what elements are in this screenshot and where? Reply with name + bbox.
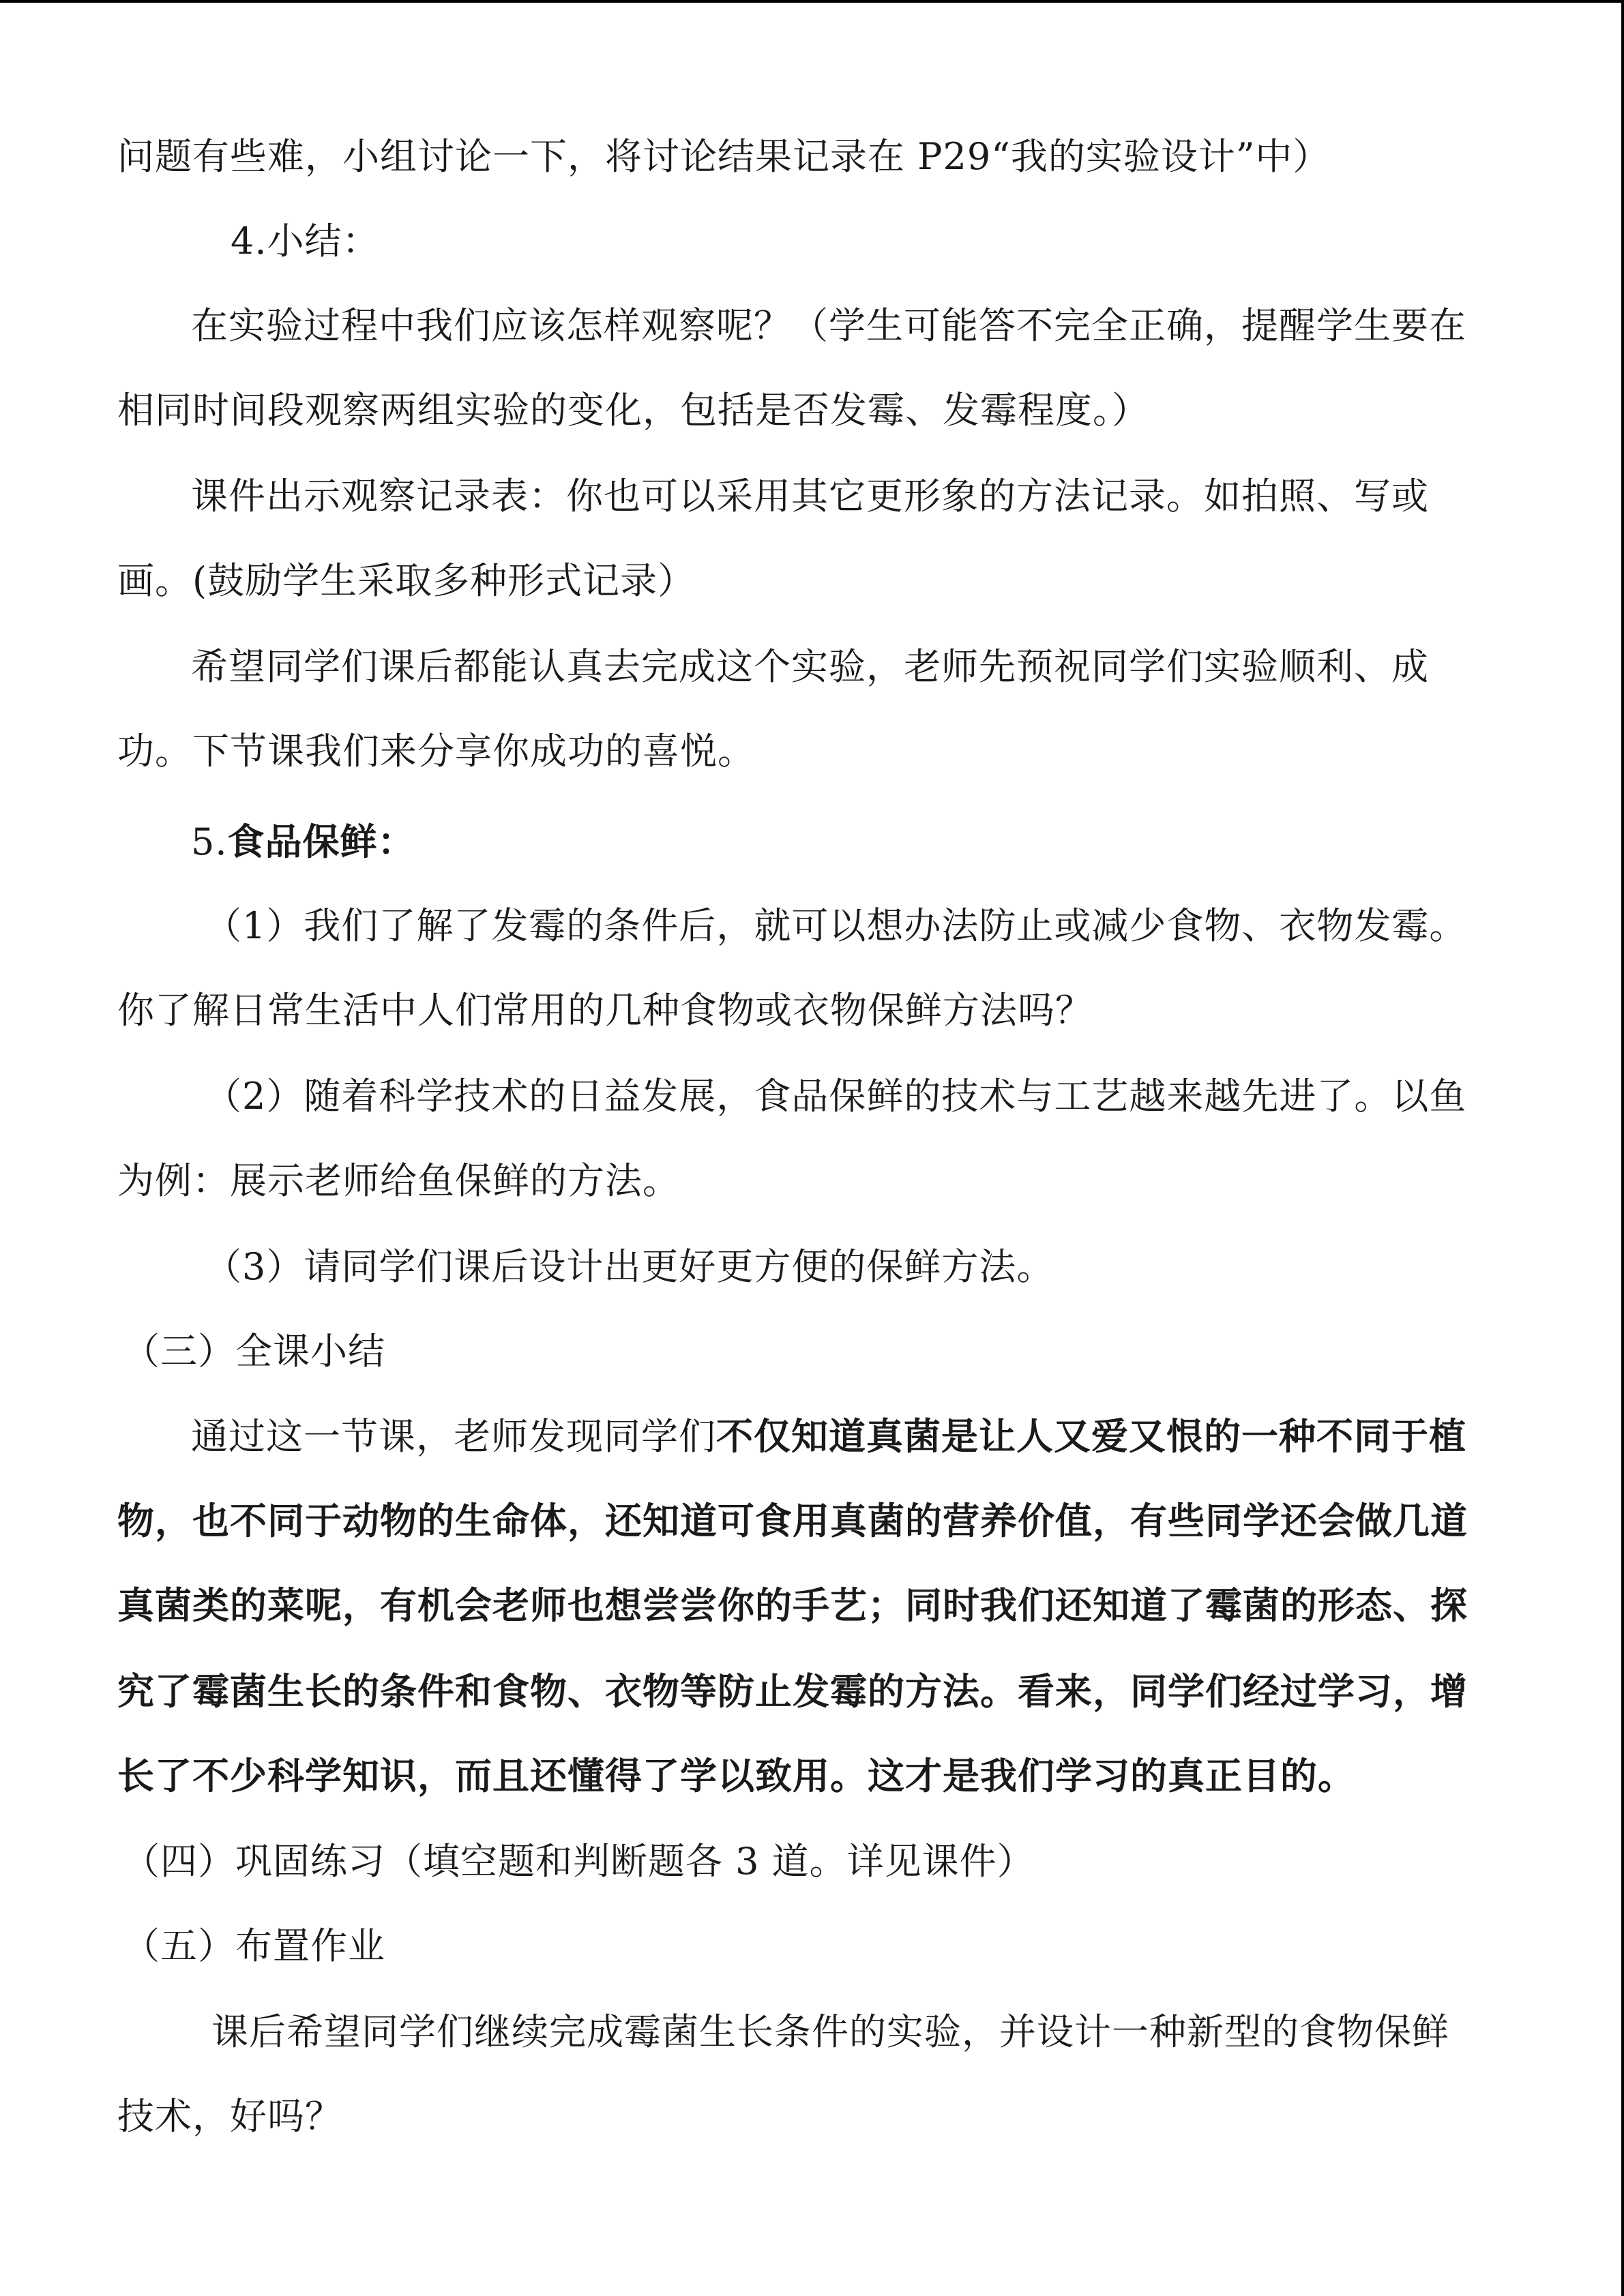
section-heading-homework: （五）布置作业 — [123, 1924, 385, 1967]
subheading-number: 5. — [191, 820, 228, 863]
text-line: 希望同学们课后都能认真去完成这个实验，老师先预祝同学们实验顺利、成 — [191, 645, 1429, 688]
text-line: 你了解日常生活中人们常用的几种食物或衣物保鲜方法吗？ — [117, 989, 1093, 1032]
text-line-bold: 物，也不同于动物的生命体，还知道可食用真菌的营养价值，有些同学还会做几道 — [117, 1499, 1468, 1542]
text-line: 画。(鼓励学生采取多种形式记录） — [117, 559, 696, 602]
text-line: 在实验过程中我们应该怎样观察呢？（学生可能答不完全正确，提醒学生要在 — [191, 304, 1466, 347]
text-line: 技术，好吗？ — [117, 2095, 342, 2138]
subheading-summary: 4.小结： — [231, 220, 380, 263]
text-line: 相同时间段观察两组实验的变化，包括是否发霉、发霉程度。） — [117, 389, 1149, 432]
top-border-rule — [0, 0, 1624, 3]
text-line: 课件出示观察记录表：你也可以采用其它更形象的方法记录。如拍照、写或 — [191, 475, 1429, 518]
text-line-bold: 究了霉菌生长的条件和食物、衣物等防止发霉的方法。看来，同学们经过学习，增 — [117, 1669, 1468, 1713]
text-line: （3）请同学们课后设计出更好更方便的保鲜方法。 — [205, 1245, 1054, 1288]
text-line: 课后希望同学们继续完成霉菌生长条件的实验，并设计一种新型的食物保鲜 — [211, 2010, 1449, 2053]
subheading-food-preservation — [191, 820, 415, 864]
subheading-title: 食品保鲜： — [227, 820, 415, 863]
text-line-bold: 长了不少科学知识，而且还懂得了学以致用。这才是我们学习的真正目的。 — [117, 1754, 1355, 1798]
section-heading-practice: （四）巩固练习（填空题和判断题各 3 道。详见课件） — [123, 1840, 1035, 1883]
text-line-bold: 真菌类的菜呢，有机会老师也想尝尝你的手艺；同时我们还知道了霉菌的形态、探 — [117, 1583, 1468, 1627]
text-line: （1）我们了解了发霉的条件后，就可以想办法防止或减少食物、衣物发霉。 — [205, 904, 1467, 947]
text-bold: 不仅知道真菌是让人又爱又恨的一种不同于植 — [716, 1414, 1466, 1458]
text-line: 问题有些难，小组讨论一下，将讨论结果记录在 P29“我的实验设计”中） — [117, 135, 1331, 178]
text-line: 功。下节课我们来分享你成功的喜悦。 — [117, 730, 755, 773]
text-line: 为例：展示老师给鱼保鲜的方法。 — [117, 1159, 680, 1202]
text-line — [191, 1414, 1466, 1459]
text-plain: 通过这一节课，老师发现同学们 — [191, 1415, 716, 1458]
right-border-rule — [1621, 0, 1624, 2296]
text-line: （2）随着科学技术的日益发展，食品保鲜的技术与工艺越来越先进了。以鱼 — [205, 1075, 1467, 1118]
section-heading-summary: （三）全课小结 — [123, 1330, 385, 1373]
